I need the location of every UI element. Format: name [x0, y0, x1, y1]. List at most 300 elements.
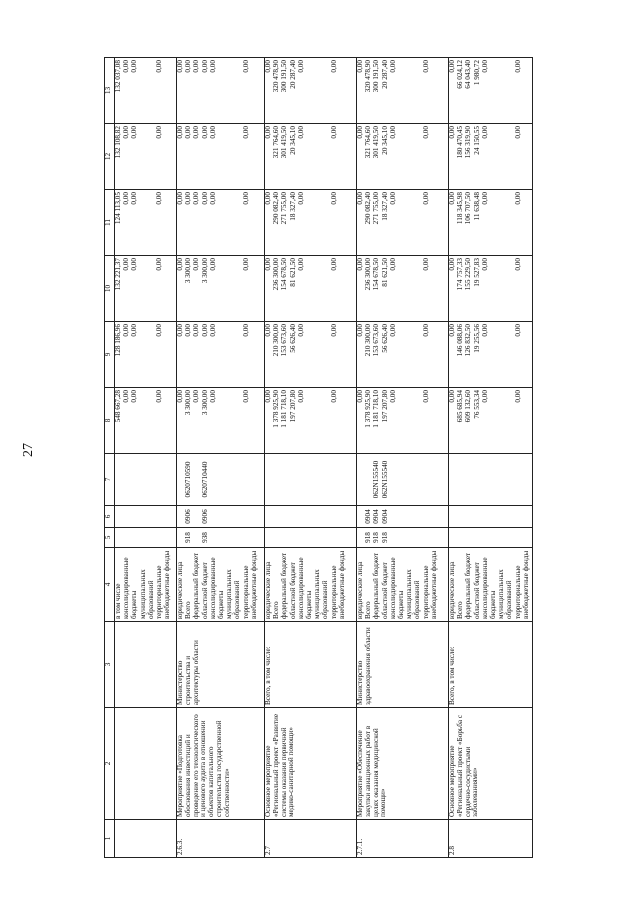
amount-value: 0,00 [329, 192, 338, 205]
column-number-header: 4 [105, 548, 115, 622]
amount-column [449, 388, 533, 454]
amount-value: 132 037,08 [114, 60, 122, 93]
column-number-header: 2 [105, 708, 115, 820]
amount-value [498, 126, 506, 187]
amount-value [431, 390, 439, 451]
amount-value [226, 324, 234, 385]
funding-source: образований [146, 580, 155, 619]
amount-value: 0,00 [241, 192, 250, 205]
amount-value: 18 327,40 [380, 192, 389, 221]
code-value: 0904 [364, 509, 373, 524]
amount-value [218, 258, 226, 319]
code-csr [115, 454, 177, 506]
amount-column [115, 190, 177, 256]
amount-value: 0,00 [480, 192, 489, 205]
amount-value: 0,00 [154, 192, 163, 205]
amount-value: 0,00 [176, 192, 184, 205]
funding-sources [177, 548, 265, 622]
amount-value: 197 207,80 [288, 390, 297, 423]
amount-value [339, 192, 347, 253]
amount-value [406, 60, 414, 121]
amount-value: 0,00 [264, 258, 272, 271]
code-rzpr [177, 506, 265, 528]
amount-column [115, 124, 177, 190]
amount-value [398, 126, 406, 187]
amount-column [177, 322, 265, 388]
amount-column [115, 322, 177, 388]
amount-value: 0,00 [130, 60, 139, 73]
column-number-header: 9 [105, 322, 115, 388]
executor: Министерство здравоохранения области [357, 622, 449, 708]
amount-value: 0,00 [296, 60, 305, 73]
column-number-header: 10 [105, 256, 115, 322]
amount-value [398, 324, 406, 385]
amount-value: 321 764,60 [272, 126, 281, 159]
amount-value [490, 390, 498, 451]
funding-source: внебюджетные фонды [337, 550, 346, 619]
amount-value [251, 192, 259, 253]
amount-value [140, 258, 148, 319]
amount-value: 0,00 [296, 126, 305, 139]
amount-value [226, 192, 234, 253]
amount-column [357, 322, 449, 388]
funding-source: Всего [456, 601, 465, 619]
amount-value: 0,00 [421, 192, 430, 205]
amount-value: 0,00 [264, 324, 272, 337]
row-number: 2.6.3. [177, 820, 265, 858]
amount-value: 0,00 [356, 324, 364, 337]
code-rzpr [449, 506, 533, 528]
amount-value [398, 258, 406, 319]
amount-value [490, 192, 498, 253]
amount-value [251, 60, 259, 121]
amount-value [218, 390, 226, 451]
amount-value: 0,00 [184, 324, 193, 337]
amount-value [339, 258, 347, 319]
amount-value [523, 60, 531, 121]
amount-value: 0,00 [513, 126, 522, 139]
funding-source: консолидированные [388, 557, 397, 619]
rotated-table-container [104, 58, 531, 858]
amount-value: 0,00 [329, 126, 338, 139]
funding-source: консолидированные [296, 557, 305, 619]
amount-value: 0,00 [130, 324, 139, 337]
amount-value: 0,00 [296, 390, 305, 403]
amount-value: 685 685,94 [456, 390, 465, 423]
amount-value: 0,00 [154, 60, 163, 73]
amount-value [406, 192, 414, 253]
amount-value: 0,00 [208, 390, 217, 403]
amount-value [306, 126, 314, 187]
column-number-header: 6 [105, 506, 115, 528]
amount-value: 20 287,40 [380, 60, 389, 89]
amount-value: 3 300,00 [200, 258, 209, 284]
amount-value [490, 60, 498, 121]
amount-value: 0,00 [329, 324, 338, 337]
amount-value: 290 082,40 [272, 192, 281, 225]
funding-sources [449, 548, 533, 622]
amount-value [140, 324, 148, 385]
amount-value: 0,00 [264, 60, 272, 73]
amount-value: 0,00 [208, 192, 217, 205]
amount-value [314, 258, 322, 319]
code-value: 062N155540 [372, 460, 381, 499]
amount-value: 0,00 [264, 390, 272, 403]
amount-value [164, 60, 172, 121]
amount-value [523, 258, 531, 319]
amount-value: 56 626,40 [288, 324, 297, 353]
amount-column [265, 388, 357, 454]
amount-value [306, 258, 314, 319]
funding-source: территориальные [421, 565, 430, 619]
amount-column [265, 124, 357, 190]
amount-value: 0,00 [176, 390, 184, 403]
code-value: 0904 [380, 509, 389, 524]
funding-source: бюджеты [396, 590, 405, 619]
amount-value [431, 60, 439, 121]
code-value: 0906 [184, 509, 193, 524]
funding-source: консолидированные [122, 557, 131, 619]
funding-source: областной бюджет [380, 562, 389, 619]
amount-value [523, 390, 531, 451]
amount-value [398, 192, 406, 253]
funding-source: областной бюджет [200, 562, 209, 619]
amount-value: 154 678,50 [280, 258, 289, 291]
code-csr [449, 454, 533, 506]
amount-value: 0,00 [154, 126, 163, 139]
funding-source: территориальные [513, 565, 522, 619]
amount-value [218, 60, 226, 121]
amount-value: 81 621,50 [380, 258, 389, 287]
executor: Всего, в том числе: [449, 622, 533, 708]
amount-value: 0,00 [122, 60, 131, 73]
amount-value [523, 126, 531, 187]
amount-value [251, 390, 259, 451]
amount-value [164, 324, 172, 385]
amount-value: 19 255,56 [472, 324, 481, 353]
amount-value: 1 181 718,10 [372, 390, 381, 428]
amount-value [164, 390, 172, 451]
amount-value: 0,00 [208, 60, 217, 73]
amount-value [406, 126, 414, 187]
amount-value: 64 043,40 [464, 60, 473, 89]
amount-value: 24 150,55 [472, 126, 481, 155]
column-number-header: 11 [105, 190, 115, 256]
row-number: 2.7 [265, 820, 357, 858]
code-grbs [115, 528, 177, 548]
amount-value: 0,00 [480, 60, 489, 73]
code-csr [177, 454, 265, 506]
funding-source: внебюджетные фонды [429, 550, 438, 619]
amount-value: 0,00 [130, 390, 139, 403]
funding-source: внебюджетные фонды [163, 550, 172, 619]
funding-source: территориальные [154, 565, 163, 619]
funding-source: юридические лица [356, 561, 364, 619]
amount-value: 321 764,60 [364, 126, 373, 159]
funding-source: федеральный бюджет [464, 552, 473, 619]
amount-value: 0,00 [208, 126, 217, 139]
code-value: 918 [372, 532, 381, 543]
amount-value: 0,00 [388, 126, 397, 139]
funding-source: образований [233, 580, 242, 619]
amount-value: 0,00 [513, 390, 522, 403]
amount-value [498, 60, 506, 121]
amount-value: 0,00 [356, 258, 364, 271]
amount-value [140, 192, 148, 253]
funding-source: юридические лица [176, 561, 184, 619]
amount-value: 0,00 [154, 258, 163, 271]
amount-value [251, 324, 259, 385]
amount-value: 0,00 [192, 60, 201, 73]
amount-value: 18 327,40 [288, 192, 297, 221]
amount-value: 153 673,60 [372, 324, 381, 357]
amount-value [314, 60, 322, 121]
amount-value: 236 300,00 [364, 258, 373, 291]
amount-value: 0,00 [130, 192, 139, 205]
amount-value: 0,00 [388, 390, 397, 403]
amount-value: 0,00 [448, 390, 456, 403]
funding-source: территориальные [241, 565, 250, 619]
amount-column [357, 58, 449, 124]
amount-value: 1 980,72 [472, 60, 481, 86]
amount-column [177, 256, 265, 322]
amount-value: 320 478,90 [364, 60, 373, 93]
amount-value: 1 378 925,90 [364, 390, 373, 428]
funding-source: муниципальных [405, 569, 414, 619]
amount-column [265, 256, 357, 322]
amount-value: 0,00 [122, 258, 131, 271]
code-grbs [449, 528, 533, 548]
amount-value: 153 673,60 [280, 324, 289, 357]
amount-value: 155 229,50 [464, 258, 473, 291]
code-value: 0906 [200, 509, 209, 524]
amount-value [251, 258, 259, 319]
funding-source: бюджеты [304, 590, 313, 619]
amount-value [498, 258, 506, 319]
amount-column [177, 388, 265, 454]
amount-value: 0,00 [176, 60, 184, 73]
code-rzpr [115, 506, 177, 528]
amount-value: 56 626,40 [380, 324, 389, 353]
amount-value: 146 088,06 [456, 324, 465, 357]
amount-value: 154 678,50 [372, 258, 381, 291]
amount-value: 0,00 [176, 126, 184, 139]
amount-value: 0,00 [329, 390, 338, 403]
amount-value: 174 757,33 [456, 258, 465, 291]
amount-value: 20 287,40 [288, 60, 297, 89]
amount-value: 0,00 [241, 324, 250, 337]
amount-value: 0,00 [480, 390, 489, 403]
amount-value: 0,00 [130, 126, 139, 139]
amount-value [314, 192, 322, 253]
amount-value: 290 082,40 [364, 192, 373, 225]
amount-value: 548 667,28 [114, 390, 122, 423]
amount-column [449, 58, 533, 124]
amount-column [265, 190, 357, 256]
funding-source: федеральный бюджет [192, 552, 201, 619]
amount-value [314, 390, 322, 451]
amount-value: 210 300,00 [272, 324, 281, 357]
funding-source: территориальные [329, 565, 338, 619]
code-rzpr [357, 506, 449, 528]
amount-value [398, 390, 406, 451]
funding-source: Всего [364, 601, 373, 619]
amount-column [449, 190, 533, 256]
amount-value: 0,00 [448, 324, 456, 337]
amount-value [490, 258, 498, 319]
code-value: 918 [380, 532, 389, 543]
amount-value [306, 60, 314, 121]
amount-value [251, 126, 259, 187]
amount-column [357, 190, 449, 256]
amount-value: 0,00 [208, 324, 217, 337]
amount-value: 20 345,10 [288, 126, 297, 155]
amount-value: 320 478,90 [272, 60, 281, 93]
code-rzpr [265, 506, 357, 528]
budget-table [104, 57, 533, 858]
funding-source: юридические лица [264, 561, 272, 619]
amount-value [140, 60, 148, 121]
table-row [265, 58, 357, 858]
amount-value: 11 638,48 [472, 192, 481, 221]
executor [115, 622, 177, 708]
funding-sources [115, 548, 177, 622]
amount-value: 0,00 [264, 192, 272, 205]
amount-value [140, 390, 148, 451]
page-number: 27 [21, 443, 36, 457]
funding-sources [357, 548, 449, 622]
table-row [449, 58, 533, 858]
amount-value: 0,00 [200, 192, 209, 205]
amount-value: 300 191,50 [280, 60, 289, 93]
amount-value: 0,00 [513, 60, 522, 73]
amount-column [357, 256, 449, 322]
amount-column [357, 388, 449, 454]
amount-value: 0,00 [184, 192, 193, 205]
amount-column [177, 124, 265, 190]
amount-value: 0,00 [513, 192, 522, 205]
code-value: 0904 [372, 509, 381, 524]
funding-sources [265, 548, 357, 622]
funding-source: образований [321, 580, 330, 619]
amount-value [498, 390, 506, 451]
amount-value: 0,00 [192, 324, 201, 337]
funding-source: бюджеты [488, 590, 497, 619]
amount-value [431, 324, 439, 385]
amount-value: 0,00 [208, 258, 217, 271]
amount-value: 3 300,00 [184, 390, 193, 416]
code-value: 938 [200, 532, 209, 543]
code-value: 0620710440 [200, 461, 209, 498]
amount-value [490, 324, 498, 385]
amount-column [177, 190, 265, 256]
amount-value: 0,00 [122, 390, 131, 403]
table-row [357, 58, 449, 858]
amount-value [140, 126, 148, 187]
activity-name: Мероприятие «Подготовка обоснования инвестиций и проведение его технологического и ценового аудита в отношении объектов капитального строительства государственной собственности» [177, 708, 265, 820]
column-number-header: 13 [105, 58, 115, 124]
amount-value: 0,00 [241, 390, 250, 403]
funding-source: муниципальных [497, 569, 506, 619]
amount-value: 180 470,45 [456, 126, 465, 159]
amount-value: 0,00 [192, 258, 201, 271]
amount-column [265, 322, 357, 388]
amount-value: 0,00 [448, 258, 456, 271]
amount-value [339, 324, 347, 385]
funding-source: бюджеты [130, 590, 139, 619]
amount-value: 3 300,00 [200, 390, 209, 416]
amount-value: 0,00 [241, 60, 250, 73]
amount-value: 118 345,98 [456, 192, 465, 225]
code-grbs [177, 528, 265, 548]
funding-source: в том числе [114, 583, 122, 619]
amount-value: 0,00 [421, 60, 430, 73]
amount-value: 126 832,50 [464, 324, 473, 357]
funding-source: образований [413, 580, 422, 619]
code-value: 062N155540 [380, 460, 389, 499]
amount-value [406, 258, 414, 319]
amount-value: 0,00 [122, 126, 131, 139]
code-value [357, 456, 365, 503]
amount-value: 301 419,50 [372, 126, 381, 159]
amount-value: 0,00 [200, 324, 209, 337]
amount-value [406, 324, 414, 385]
amount-value: 1 181 718,10 [280, 390, 289, 428]
funding-source: Всего [184, 601, 193, 619]
amount-value [164, 258, 172, 319]
funding-source: бюджеты [216, 590, 225, 619]
amount-value: 0,00 [329, 60, 338, 73]
amount-value: 0,00 [296, 324, 305, 337]
amount-value [306, 192, 314, 253]
code-grbs [357, 528, 449, 548]
amount-column [449, 256, 533, 322]
activity-name [115, 708, 177, 820]
code-grbs [265, 528, 357, 548]
amount-value [431, 126, 439, 187]
funding-source: муниципальных [313, 569, 322, 619]
amount-value: 0,00 [176, 258, 184, 271]
amount-value [398, 60, 406, 121]
amount-value: 301 419,50 [280, 126, 289, 159]
amount-value [226, 258, 234, 319]
amount-value [306, 324, 314, 385]
column-number-header: 5 [105, 528, 115, 548]
amount-value: 81 621,50 [288, 258, 297, 287]
amount-value: 19 527,83 [472, 258, 481, 287]
amount-value [523, 324, 531, 385]
column-number-header: 12 [105, 124, 115, 190]
funding-source: юридические лица [448, 561, 456, 619]
amount-value: 0,00 [296, 192, 305, 205]
amount-value: 0,00 [480, 258, 489, 271]
amount-value [218, 192, 226, 253]
amount-value: 0,00 [176, 324, 184, 337]
amount-value [314, 324, 322, 385]
amount-value: 0,00 [388, 192, 397, 205]
amount-value [339, 60, 347, 121]
amount-value [218, 126, 226, 187]
code-csr [357, 454, 449, 506]
amount-value [490, 126, 498, 187]
amount-value [314, 126, 322, 187]
amount-value: 0,00 [192, 126, 201, 139]
amount-value: 0,00 [329, 258, 338, 271]
amount-value [339, 126, 347, 187]
amount-value: 0,00 [448, 60, 456, 73]
amount-value [498, 324, 506, 385]
amount-value: 0,00 [421, 324, 430, 337]
